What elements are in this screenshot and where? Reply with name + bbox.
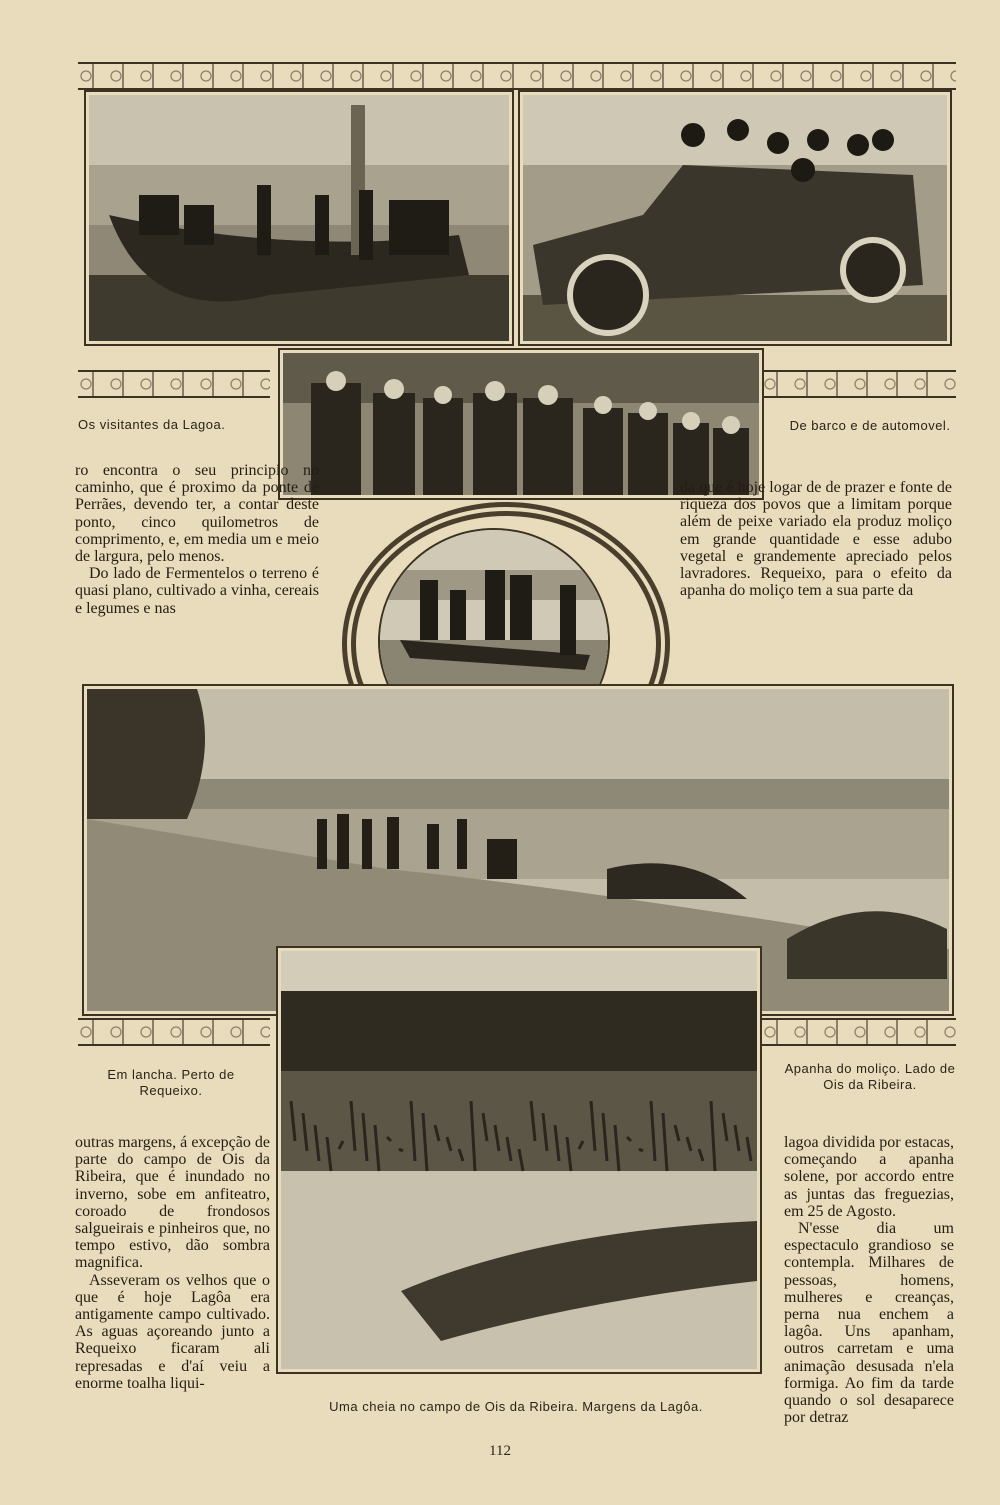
page-number: 112 [489,1443,511,1459]
flooded-field-image [281,951,757,1369]
text-column-lower-right [784,1134,954,1426]
paragraph: ro encontra o seu principio no caminho, que é proximo da ponte de Perrães, devendo ter, a contar deste ponto, cinco quilometros de comprimento, e, em media um e meio de largura, pelo menos. [75,462,319,566]
ornamental-border-top [78,62,956,90]
caption-boat-and-automobile: De barco e de automovel. [789,418,951,433]
ornamental-border-upper-left [78,370,270,398]
paragraph: N'esse dia um espectaculo grandioso se contempla. Milhares de pessoas, homens, mulheres e creanças, perna nua enchem a lagôa. Uns apanham, outros carretam e uma animação desusada n'ela formiga. Ao fim da tarde quando o sol desaparece por detraz [784,1220,954,1427]
caption-molico-harvest: Apanha do moliço. Lado de Ois da Ribeira. [784,1061,956,1092]
ornamental-border-lower-left [78,1018,270,1046]
ornamental-border-upper-right [762,370,956,398]
paragraph: da que é hoje logar de de prazer e fonte de riqueza dos povos que a limitam porque além de peixe variado ela produz moliço em grande quantidade e esse adubo vegetal e grandemente apreciado pelos lavradores. Requeixo, para o efeito da apanha do moliço tem a sua parte da [680,479,952,600]
text-column-upper-right [680,479,952,599]
photo-group-portrait [280,350,762,498]
photo-flooded-field [278,948,760,1372]
photo-boat-visitors [86,92,512,344]
paragraph: outras margens, á excepção de parte do campo de Ois da Ribeira, que é inundado no inverno, sobe em anfiteatro, coroado de frondosos salgueirais e pinheiros que, no tempo estivo, dão sombra magnifica. [75,1134,270,1272]
paragraph: Do lado de Fermentelos o terreno é quasi plano, cultivado a vinha, cereais e legumes e nas [75,565,319,617]
caption-launch-requeixo: Em lancha. Perto de Requeixo. [107,1067,235,1098]
photo-automobile-visitors [520,92,950,344]
text-column-lower-left [75,1134,270,1392]
text-column-upper-left [75,462,319,617]
paragraph: lagoa dividida por estacas, começando a apanha solene, por accordo entre as juntas das freguezias, em 25 de Agosto. [784,1134,954,1220]
caption-visitors: Os visitantes da Lagoa. [78,417,226,432]
paragraph: Asseveram os velhos que o que é hoje Lagôa era antigamente campo cultivado. As aguas açoreando junto a Requeixo ficaram ali represadas e d'aí veiu a enorme toalha liqui- [75,1271,270,1392]
caption-flooded-field: Uma cheia no campo de Ois da Ribeira. Margens da Lagôa. [329,1399,703,1414]
ornamental-border-lower-right [762,1018,956,1046]
